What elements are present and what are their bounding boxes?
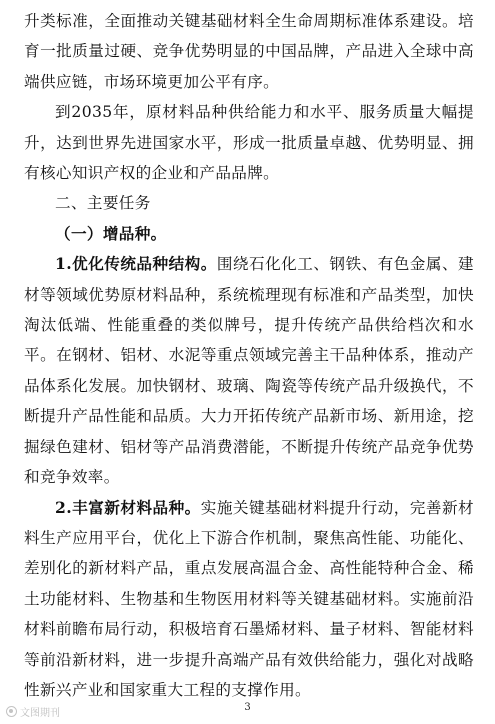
task-item-1-title: 1.优化传统品种结构。 bbox=[55, 254, 217, 274]
watermark-logo-icon bbox=[6, 706, 17, 717]
task-item-2-text: 实施关键基础材料提升行动，完善新材料生产应用平台，优化上下游合作机制，聚焦高性能、功能化、差别化的新材料产品，重点发展高温合金、高性能特种合金、稀土功能材料、生物基和生物医用材料等关键基础材料。实施前沿材料前瞻布局行动，积极培育石墨烯材料、量子材料、智能材料等前沿新材料，进一步提升高端产品有效供给能力，强化对战略性新兴产业和国家重大工程的支撑作用。 bbox=[24, 498, 474, 699]
section-heading: 二、主要任务 bbox=[55, 194, 151, 213]
subsection-heading: （一）增品种。 bbox=[55, 223, 167, 243]
paragraph-standards: 升类标准，全面推动关键基础材料全生命周期标准体系建设。培育一批质量过硬、竞争优势明显的中国品牌，产品进入全球中高端供应链，市场环境更加公平有序。 bbox=[24, 12, 474, 91]
document-body bbox=[24, 6, 474, 705]
page-number: 3 bbox=[244, 702, 251, 713]
task-item-2 bbox=[24, 493, 474, 706]
watermark bbox=[6, 704, 60, 719]
task-item-1-text: 围绕石化化工、钢铁、有色金属、建材等领域优势原材料品种，系统梳理现有标准和产品类型，加快淘汰低端、性能重叠的类似牌号，提升传统产品供给档次和水平。在钢材、铝材、水泥等重点领域完善主干品种体系，推动产品体系化发展。加快钢材、玻璃、陶瓷等传统产品升级换代，不断提升产品性能和品质。大力开拓传统产品新市场、新用途，挖掘绿色建材、铝材等产品消费潜能，不断提升传统产品竞争优势和竞争效率。 bbox=[24, 255, 474, 487]
task-item-1 bbox=[24, 249, 474, 492]
task-item-2-title: 2.丰富新材料品种。 bbox=[55, 497, 201, 517]
watermark-text: 文图期刊 bbox=[20, 708, 60, 719]
paragraph-2035-goal: 到2035年，原材料品种供给能力和水平、服务质量大幅提升，达到世界先进国家水平，形成一批质量卓越、优势明显、拥有核心知识产权的企业和产品品牌。 bbox=[24, 103, 474, 183]
